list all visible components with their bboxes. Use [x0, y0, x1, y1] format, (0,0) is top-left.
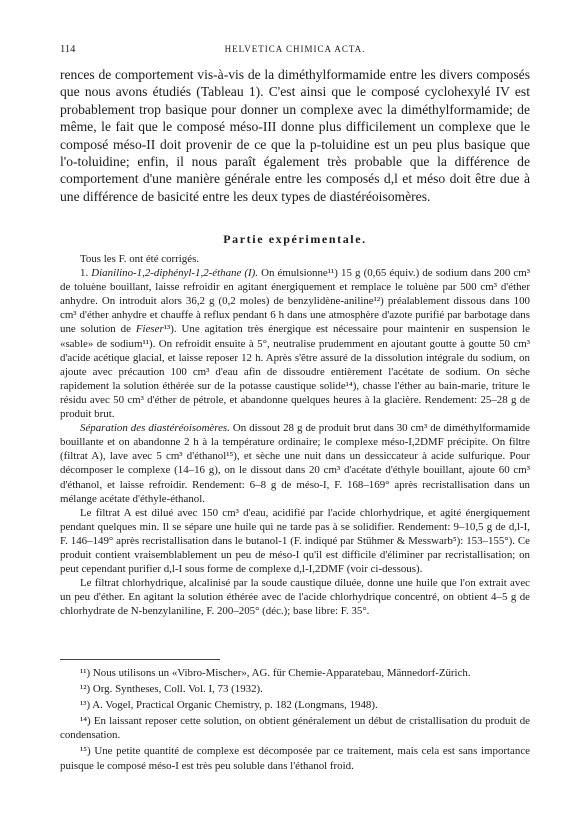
- separation-text: On dissout 28 g de produit brut dans 30 cm³ de diméthylformamide bouillante et on abandonne 2 h à la température ordinaire; le complexe méso-I,2DMF précipite. On filtre (filtrat A), lave avec 5 cm³ d'éthanol¹⁵), et sèche une nuit dans un dessiccateur à acide sulfurique. Pour décomposer le complexe (14–16 g), on le dissout dans 20 cm³ d'acétate d'éthyle bouillant, ajoute 60 cm³ d'éthanol, et laisse refroidir. Rendement: 6–8 g de méso-I, F. 168–169° après recristallisation dans un mélange acétate d'éthyle-éthanol.: [60, 422, 530, 505]
- footnote-12: ¹²) Org. Syntheses, Coll. Vol. I, 73 (1932).: [80, 683, 263, 696]
- footnote-11: ¹¹) Nous utilisons un «Vibro-Mischer», AG. für Chemie-Apparatebau, Männedorf-Zürich.: [80, 667, 471, 679]
- footnotes: [60, 666, 530, 775]
- paragraph-synthesis: [60, 266, 530, 421]
- paragraph-corrections: Tous les F. ont été corrigés.: [80, 253, 200, 265]
- section-title: Partie expérimentale.: [223, 232, 367, 246]
- separation-title: Séparation des diastéréoisomères.: [80, 422, 230, 435]
- page-number: 114: [60, 44, 76, 55]
- fieser-ref: Fieser: [135, 323, 164, 336]
- paragraph-separation: [60, 421, 530, 506]
- synthesis-text: On émulsionne¹¹) 15 g (0,65 équiv.) de sodium dans 200 cm³ de toluène bouillant, laisse refroidir en agitant énergiquement et remplace le toluène par 500 cm³ d'éther anhydre. On introduit alors 36,2 g (0,2 moles) de benzylidène-aniline¹²) préalablement dissous dans 100 cm³ d'éther anhydre et chauffe à reflux pendant 6 h dans une atmosphère d'azote purifié par barbotage dans une solution de: [60, 267, 531, 336]
- footnote-14: ¹⁴) En laissant reposer cette solution, on obtient généralement un début de cristallisation du produit de condensation.: [60, 715, 530, 742]
- footnote-13: ¹³) A. Vogel, Practical Organic Chemistry, p. 182 (Longmans, 1948).: [80, 699, 378, 712]
- intro-text: rences de comportement vis-à-vis de la diméthylformamide entre les divers composés que nous avons étudiés (Tableau 1). C'est ainsi que le composé cyclohexylé IV est probablement trop basique pour donner un complexe avec la diméthylformamide; de même, le fait que le composé méso-III donne plus difficilement un complexe que le composé méso-II doit provenir de ce que la p-toluidine est un peu plus basique que l'o-toluidine; enfin, il nous paraît également très probable que la différence de comportement d'une manière générale entre les composés d,l et méso doit être due à une différence de basicité entre les deux types de diastéréoisomères.: [60, 67, 530, 204]
- running-header: [60, 44, 530, 60]
- synthesis-title: Dianilino-1,2-diphényl-1,2-éthane (I).: [91, 267, 259, 280]
- paragraph-filtrate-a: Le filtrat A est dilué avec 150 cm³ d'eau, acidifié par l'acide chlorhydrique, et agité énergiquement pendant quelques min. Il se sépare une huile qui ne tarde pas à se solidifier. Rendement: 9–10,5 g de d,l-I, F. 146–149° après recristallisation dans le butanol-1 (F. indiqué par Stühmer & Messwarb⁵): 153–155°). Ce produit contient vraisemblablement un peu de méso-I qu'il est difficile d'éliminer par recristallisation; on peut cependant purifier d,l-I sous forme de complexe d,l-I,2DMF (voir ci-dessous).: [60, 506, 530, 576]
- synthesis-text-2: ¹³). Une agitation très énergique est nécessaire pour maintenir en suspension le «sable» de sodium¹¹). On refroidit ensuite à 5°, neutralise prudemment en ajoutant goutte à goutte 50 cm³ d'acide acétique glacial, et laisse reposer 12 h. Après s'être assuré de la dissolution intégrale du sodium, on ajoute avec précaution 100 cm³ d'eau afin de dissoudre entièrement l'acétate de sodium. On sèche rapidement la solution éthérée sur de la potasse caustique solide¹⁴), chasse l'éther au bain-marie, triture le résidu avec 50 cm³ d'éther de pétrole, et abandonne quelques heures à la glacière. Rendement: 25–28 g de produit brut.: [60, 323, 530, 421]
- footnote-15: ¹⁵) Une petite quantité de complexe est décomposée par ce traitement, mais cela est sans importance puisque le composé méso-I est très peu soluble dans l'éthanol froid.: [60, 745, 530, 772]
- paragraph-filtrate-hcl: Le filtrat chlorhydrique, alcalinisé par la soude caustique diluée, donne une huile que l'on extrait avec un peu d'éther. En agitant la solution éthérée avec de l'acide chlorhydrique concentré, on obtient 4–5 g de chlorhydrate de N-benzylaniline, F. 200–205° (déc.); base libre: F. 35°.: [60, 577, 530, 618]
- experimental-body: [60, 252, 530, 618]
- synthesis-number: 1.: [80, 267, 92, 280]
- footnote-rule: [60, 659, 220, 660]
- intro-paragraph: [60, 66, 530, 205]
- journal-title: HELVETICA CHIMICA ACTA.: [224, 44, 366, 54]
